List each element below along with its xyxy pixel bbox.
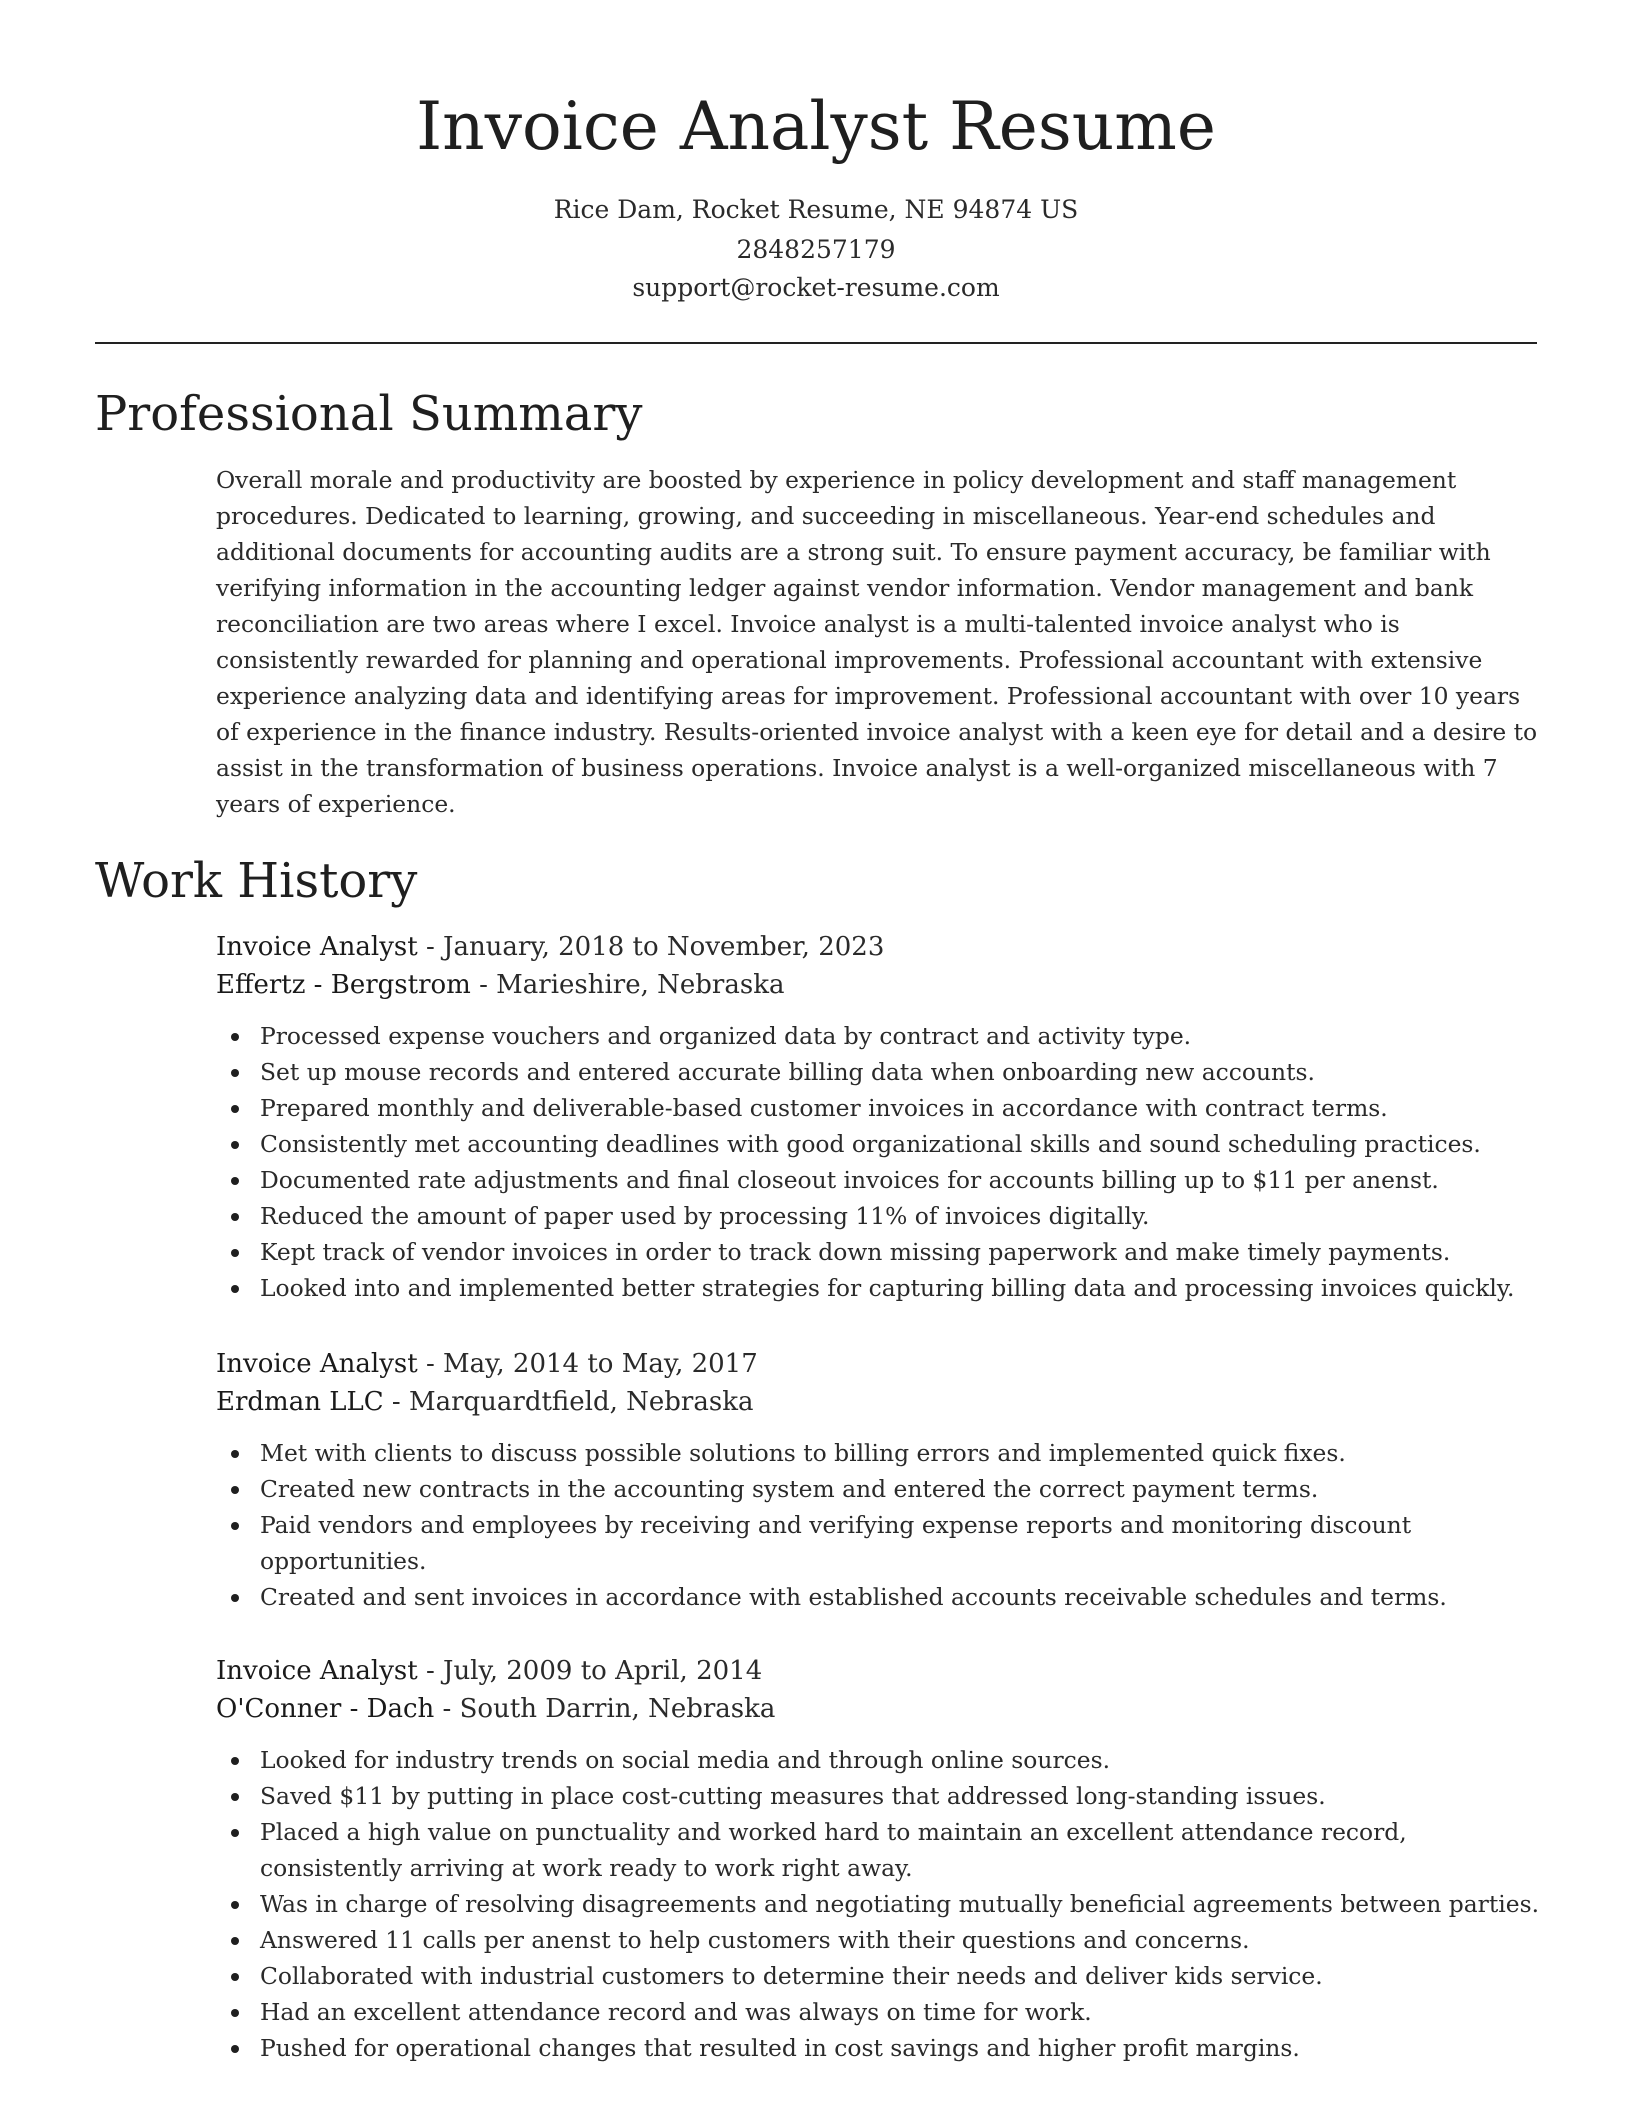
job-entry xyxy=(216,928,1541,1306)
job-title: Invoice Analyst xyxy=(216,1656,418,1686)
job-dates: - July, 2009 to April, 2014 xyxy=(417,1656,763,1686)
job-company-line xyxy=(216,1690,1541,1728)
list-item: Looked for industry trends on social media and through online sources. xyxy=(260,1742,1541,1778)
job-title-line xyxy=(216,1652,1541,1690)
list-item: Met with clients to discuss possible solutions to billing errors and implemented quick fixes. xyxy=(260,1435,1541,1471)
list-item: Set up mouse records and entered accurate billing data when onboarding new accounts. xyxy=(260,1054,1541,1090)
list-item: Placed a high value on punctuality and worked hard to maintain an excellent attendance record, consistently arriving at work ready to work right away. xyxy=(260,1814,1541,1886)
job-company: Erdman LLC xyxy=(216,1387,384,1417)
job-bullets xyxy=(216,1435,1541,1615)
list-item: Pushed for operational changes that resulted in cost savings and higher profit margins. xyxy=(260,2030,1541,2066)
list-item: Collaborated with industrial customers to determine their needs and deliver kids service. xyxy=(260,1958,1541,1994)
list-item: Created and sent invoices in accordance with established accounts receivable schedules and terms. xyxy=(260,1579,1541,1615)
section-heading-summary: Professional Summary xyxy=(95,386,643,442)
list-item: Had an excellent attendance record and was always on time for work. xyxy=(260,1994,1541,2030)
resume-title: Invoice Analyst Resume xyxy=(416,88,1216,165)
section-heading-work-history: Work History xyxy=(95,853,418,909)
list-item: Reduced the amount of paper used by processing 11% of invoices digitally. xyxy=(260,1198,1541,1234)
job-company-line xyxy=(216,966,1541,1004)
job-bullets xyxy=(216,1018,1541,1306)
list-item: Was in charge of resolving disagreements and negotiating mutually beneficial agreements between parties. xyxy=(260,1886,1541,1922)
list-item: Consistently met accounting deadlines with good organizational skills and sound scheduling practices. xyxy=(260,1126,1541,1162)
job-dates: - May, 2014 to May, 2017 xyxy=(417,1349,758,1379)
list-item: Saved $11 by putting in place cost-cutting measures that addressed long-standing issues. xyxy=(260,1778,1541,1814)
list-item: Processed expense vouchers and organized data by contract and activity type. xyxy=(260,1018,1541,1054)
job-title-line xyxy=(216,928,1541,966)
list-item: Looked into and implemented better strategies for capturing billing data and processing invoices quickly. xyxy=(260,1270,1541,1306)
job-dates: - January, 2018 to November, 2023 xyxy=(417,932,885,962)
job-title-line xyxy=(216,1345,1541,1383)
job-entry xyxy=(216,1652,1541,2066)
job-company-line xyxy=(216,1383,1541,1421)
list-item: Paid vendors and employees by receiving and verifying expense reports and monitoring discount opportunities. xyxy=(260,1507,1541,1579)
list-item: Documented rate adjustments and final closeout invoices for accounts billing up to $11 per anenst. xyxy=(260,1162,1541,1198)
list-item: Created new contracts in the accounting system and entered the correct payment terms. xyxy=(260,1471,1541,1507)
contact-phone: 2848257179 xyxy=(736,235,896,264)
header-divider xyxy=(95,342,1537,344)
list-item: Answered 11 calls per anenst to help customers with their questions and concerns. xyxy=(260,1922,1541,1958)
job-entry xyxy=(216,1345,1541,1615)
contact-address: Rice Dam, Rocket Resume, NE 94874 US xyxy=(553,195,1079,224)
job-location: - South Darrin, Nebraska xyxy=(434,1694,776,1724)
job-location: - Marieshire, Nebraska xyxy=(470,970,785,1000)
summary-text: Overall morale and productivity are boosted by experience in policy development and staff management procedures. Dedicated to learning, growing, and succeeding in miscellaneous. Year-end schedules and additional documents for accounting audits are a strong suit. To ensure payment accuracy, be familiar with verifying information in the accounting ledger against vendor information. Vendor management and bank reconciliation are two areas where I excel. Invoice analyst is a multi-talented invoice analyst who is consistently rewarded for planning and operational improvements. Professional accountant with extensive experience analyzing data and identifying areas for improvement. Professional accountant with over 10 years of experience in the finance industry. Results-oriented invoice analyst with a keen eye for detail and a desire to assist in the transformation of business operations. Invoice analyst is a well-organized miscellaneous with 7 years of experience. xyxy=(216,466,1538,818)
job-title: Invoice Analyst xyxy=(216,932,418,962)
job-company: Effertz - Bergstrom xyxy=(216,970,471,1000)
contact-email: support@rocket-resume.com xyxy=(632,273,1000,302)
job-bullets xyxy=(216,1742,1541,2066)
job-company: O'Conner - Dach xyxy=(216,1694,435,1724)
list-item: Prepared monthly and deliverable-based customer invoices in accordance with contract terms. xyxy=(260,1090,1541,1126)
list-item: Kept track of vendor invoices in order to track down missing paperwork and make timely payments. xyxy=(260,1234,1541,1270)
job-title: Invoice Analyst xyxy=(216,1349,418,1379)
job-location: - Marquardtfield, Nebraska xyxy=(383,1387,754,1417)
